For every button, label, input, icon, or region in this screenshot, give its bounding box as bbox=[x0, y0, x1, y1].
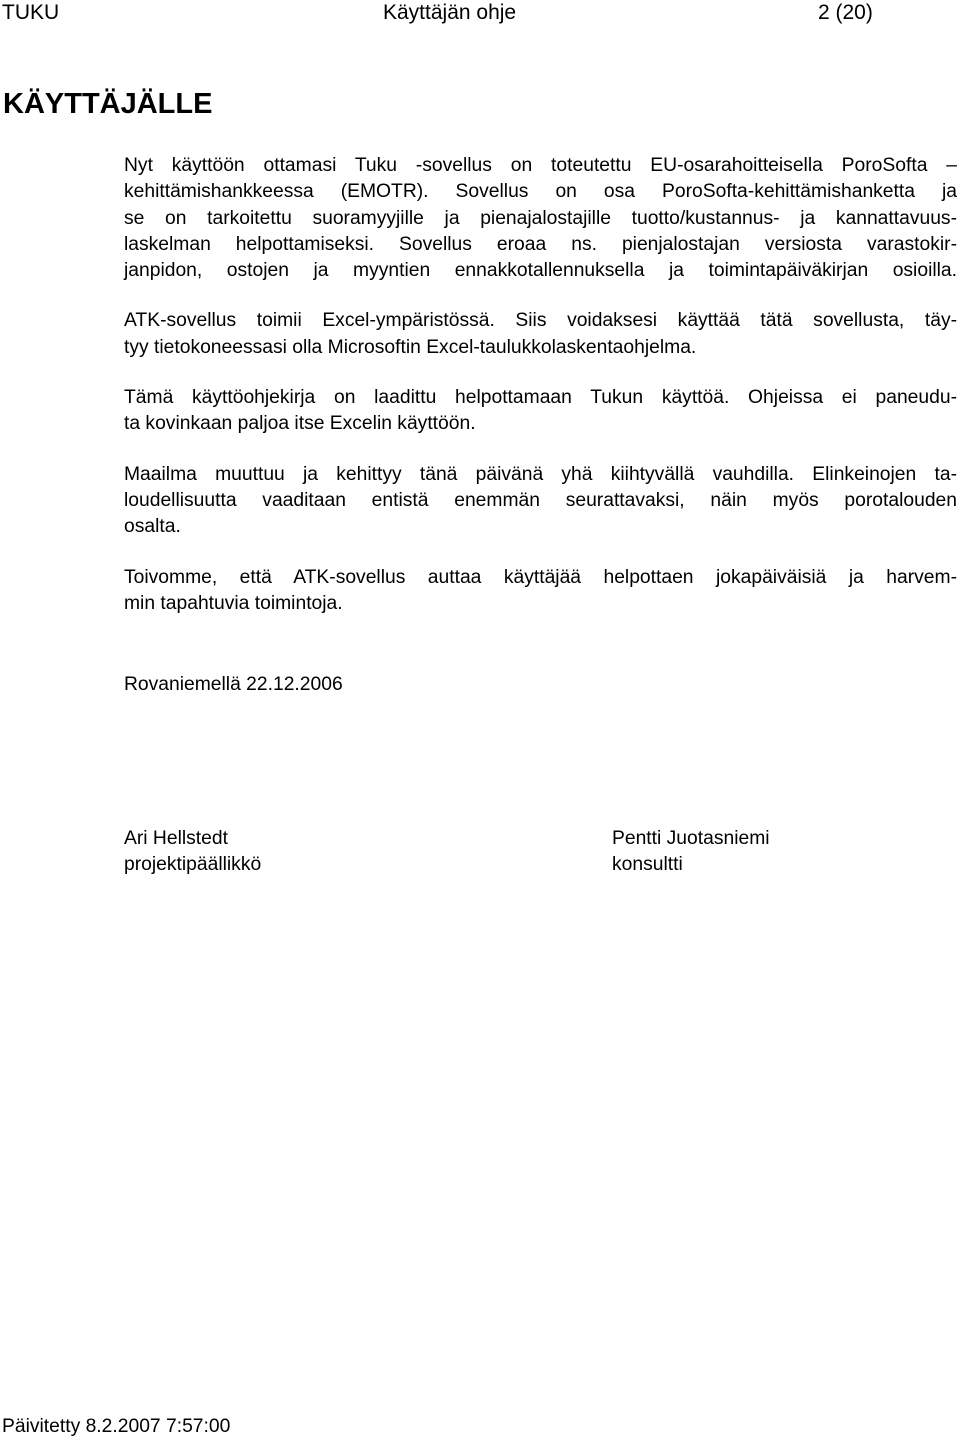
page-title: KÄYTTÄJÄLLE bbox=[3, 88, 213, 120]
signature-name: Pentti Juotasniemi bbox=[612, 828, 770, 849]
signature-left bbox=[124, 826, 261, 879]
paragraph-excel bbox=[124, 308, 957, 361]
paragraph-line: se on tarkoitettu suoramyyjille ja pienajalostajille tuotto/kustannus- ja kannattavuus- bbox=[124, 207, 957, 229]
paragraph-line: Toivomme, että ATK-sovellus auttaa käyttäjää helpottaen jokapäiväisiä ja harvem- bbox=[124, 566, 957, 588]
paragraph-line: ATK-sovellus toimii Excel-ympäristössä. Siis voidaksesi käyttää tätä sovellusta, täy- bbox=[124, 310, 957, 332]
signature-role: projektipäällikkö bbox=[124, 854, 262, 876]
paragraph-line: janpidon, ostojen ja myyntien ennakkotallennuksella ja toimintapäiväkirjan osioilla. bbox=[124, 260, 957, 282]
paragraph-line: tyy tietokoneessasi olla Microsoftin Excel-taulukkolaskentaohjelma. bbox=[124, 336, 697, 358]
paragraph-line: Nyt käyttöön ottamasi Tuku -sovellus on toteutettu EU-osarahoitteisella PoroSofta – bbox=[124, 155, 957, 176]
paragraph-wish bbox=[124, 565, 957, 618]
page-header bbox=[0, 0, 960, 26]
paragraph-world bbox=[124, 462, 957, 541]
signature-right bbox=[612, 826, 770, 879]
header-document-title: Käyttäjän ohje bbox=[383, 1, 517, 24]
paragraph-line: min tapahtuvia toimintoja. bbox=[124, 592, 343, 614]
paragraph-line: kehittämishankkeessa (EMOTR). Sovellus on osa PoroSofta-kehittämishanketta ja bbox=[124, 181, 957, 203]
paragraph-line: Maailma muuttuu ja kehittyy tänä päivänä yhä kiihtyvällä vauhdilla. Elinkeinojen ta- bbox=[124, 463, 957, 485]
date-line: Rovaniemellä 22.12.2006 bbox=[124, 674, 343, 695]
signature-role: konsultti bbox=[612, 854, 683, 876]
paragraph-line: osalta. bbox=[124, 516, 181, 538]
paragraph-line: ta kovinkaan paljoa itse Excelin käyttöön. bbox=[124, 413, 476, 435]
body-text bbox=[124, 153, 957, 641]
paragraph-manual bbox=[124, 385, 957, 438]
paragraph-line: Tämä käyttöohjekirja on laadittu helpottamaan Tukun käyttöä. Ohjeissa ei paneudu- bbox=[124, 387, 957, 409]
header-page-indicator: 2 (20) bbox=[818, 1, 873, 24]
paragraph-intro bbox=[124, 153, 957, 284]
footer-updated: Päivitetty 8.2.2007 7:57:00 bbox=[2, 1416, 231, 1437]
paragraph-line: loudellisuutta vaaditaan entistä enemmän seurattavaksi, näin myös porotalouden bbox=[124, 489, 957, 511]
paragraph-line: laskelman helpottamiseksi. Sovellus eroaa ns. pienjalostajan versiosta varastokir- bbox=[124, 233, 957, 255]
signature-name: Ari Hellstedt bbox=[124, 828, 228, 849]
header-app-name: TUKU bbox=[2, 1, 60, 24]
